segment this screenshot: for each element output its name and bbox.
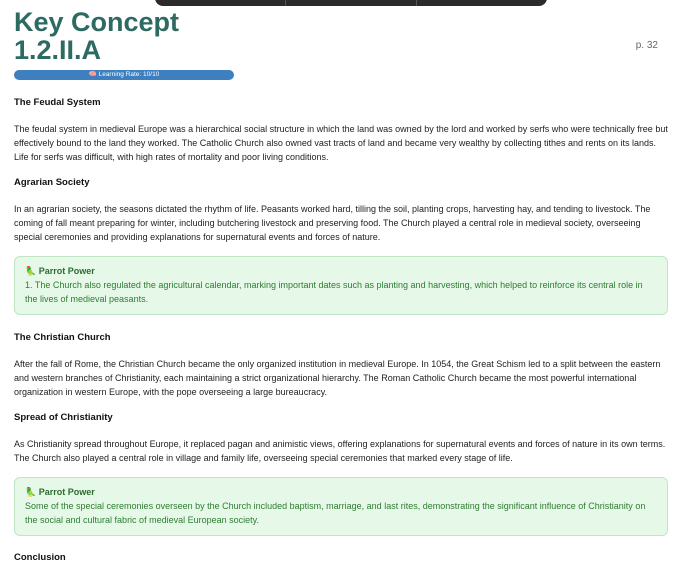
section-paragraph: In an agrarian society, the seasons dictated the rhythm of life. Peasants worked hard, tilling the soil, planting crops, harvesting hay, and tending to livestock. The coming of fall meant preparing for winter, including butchering livestock and preserving food. The Church played a central role in medieval society, overseeing special ceremonies and providing explanations for supernatural events and forces of nature. xyxy=(14,204,651,242)
page-title xyxy=(14,8,179,64)
title-line-2: 1.2.II.A xyxy=(14,35,102,65)
toolbar-segment[interactable] xyxy=(286,0,417,6)
callout-text: Some of the special ceremonies overseen by the Church included baptism, marriage, and last rites, demonstrating the significant influence of Christianity on the social and cultural fabric of medieval European society. xyxy=(25,501,646,525)
toolbar-segment[interactable] xyxy=(155,0,286,6)
section-heading: Agrarian Society xyxy=(14,177,90,188)
learning-rate-bar: 🧠 Learning Rate: 10/10 xyxy=(14,70,234,80)
section-heading: Spread of Christianity xyxy=(14,412,113,423)
top-toolbar[interactable] xyxy=(155,0,547,6)
toolbar-segment[interactable] xyxy=(417,0,547,6)
callout-title: 🦜 Parrot Power xyxy=(25,266,95,276)
section-paragraph: After the fall of Rome, the Christian Church became the only organized institution in medieval Europe. In 1054, the Great Schism led to a split between the eastern and western branches of Christianity, each maintaining a strict organizational hierarchy. The Roman Catholic Church became the most powerful international organization in western Europe, with the pope overseeing a large bureaucracy. xyxy=(14,359,661,397)
parrot-power-callout xyxy=(14,256,668,315)
title-line-1: Key Concept xyxy=(14,7,180,37)
section-heading-cutoff: Conclusion xyxy=(14,552,66,563)
section-paragraph: The feudal system in medieval Europe was a hierarchical social structure in which the land was owned by the lord and worked by serfs who were technically free but effectively bound to the land they worked. The Catholic Church also owned vast tracts of land and became very wealthy by collecting tithes and rents on its lands. Life for serfs was difficult, with high rates of mortality and poor living conditions. xyxy=(14,124,668,162)
content-area xyxy=(14,92,668,563)
callout-title: 🦜 Parrot Power xyxy=(25,487,95,497)
page-number: p. 32 xyxy=(635,40,658,51)
section-heading: The Feudal System xyxy=(14,97,101,108)
section-heading: The Christian Church xyxy=(14,332,111,343)
section-paragraph: As Christianity spread throughout Europe, it replaced pagan and animistic views, offering explanations for supernatural events and forces of nature in its own terms. The Church also played a central role in village and family life, overseeing special ceremonies that marked every stage of life. xyxy=(14,439,666,463)
callout-text: 1. The Church also regulated the agricultural calendar, marking important dates such as planting and harvesting, which helped to reinforce its central role in the lives of medieval peasants. xyxy=(25,280,643,304)
parrot-power-callout xyxy=(14,477,668,536)
